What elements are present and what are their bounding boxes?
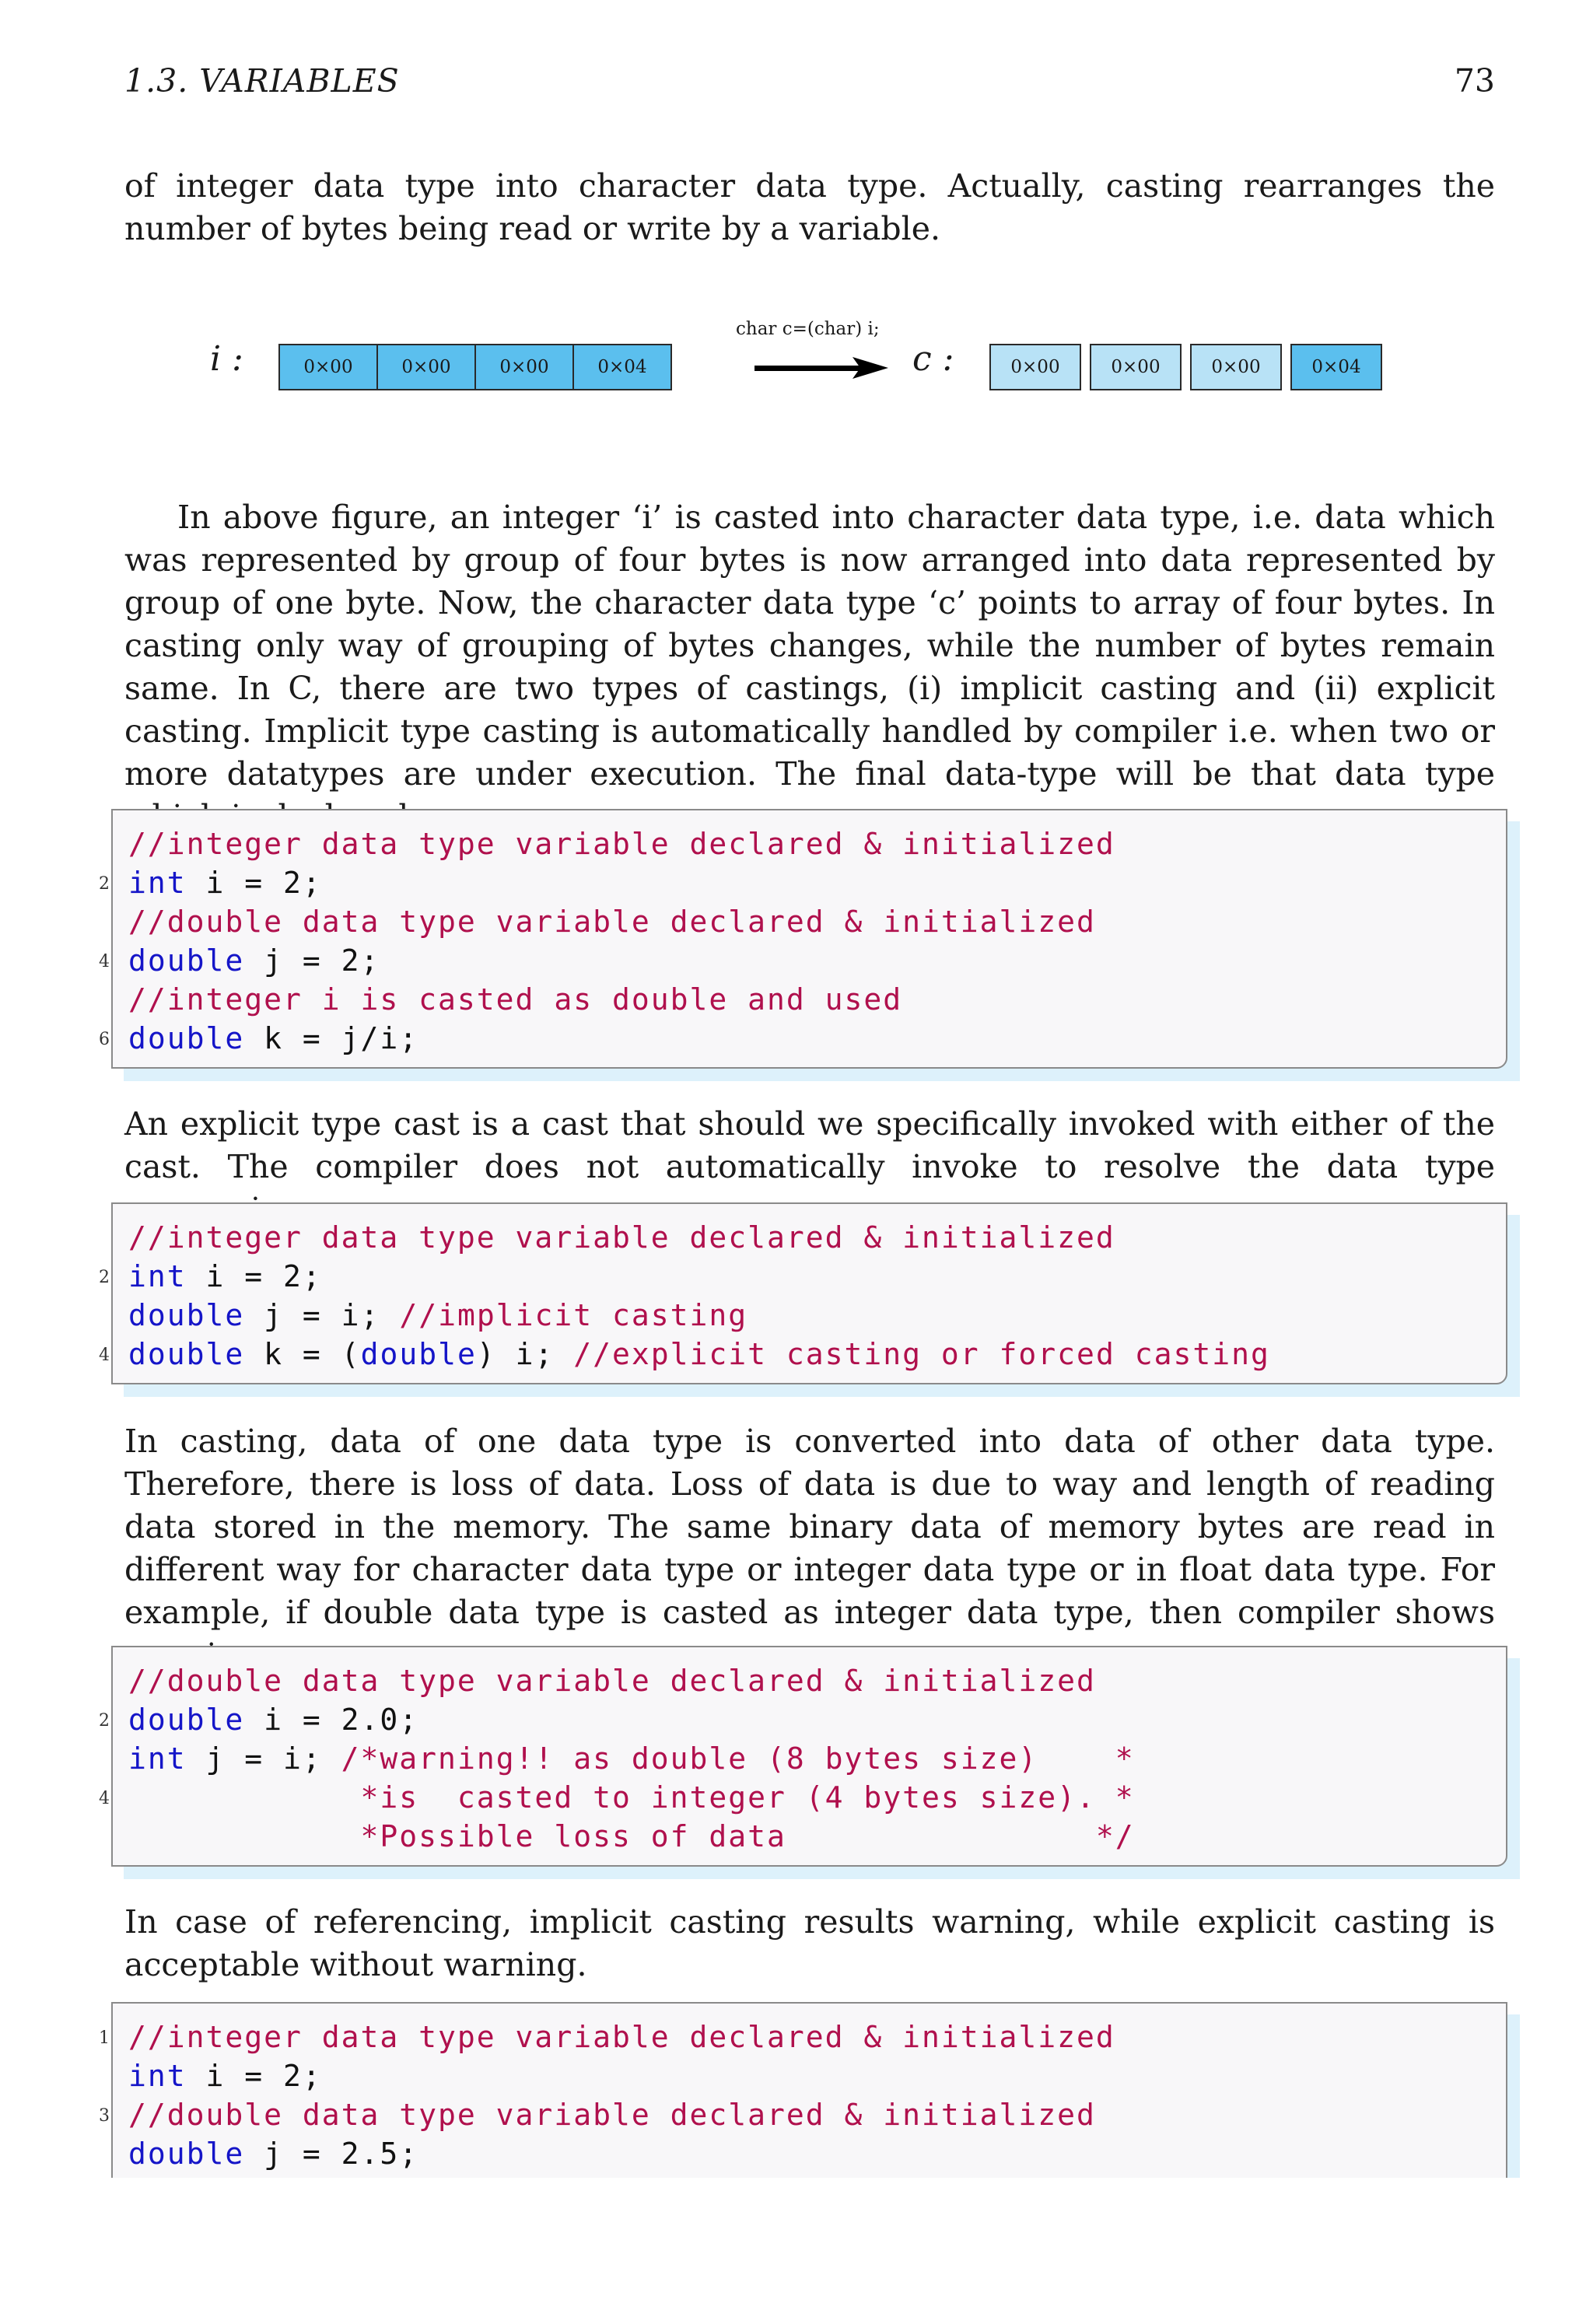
code-line xyxy=(99,1019,1115,1058)
code-keyword: int xyxy=(128,2059,187,2093)
paragraph-1: of integer data type into character data type. Actually, casting rearranges the number of bytes being read or write by a variable. xyxy=(124,167,1495,247)
page-number: 73 xyxy=(1454,62,1495,100)
i-byte-2: 0×00 xyxy=(376,344,476,390)
code-line xyxy=(99,1700,1135,1739)
code-comment: //double data type variable declared & initialized xyxy=(128,905,1096,939)
code-lines xyxy=(99,1218,1270,1374)
code-line xyxy=(99,941,1115,980)
code-line xyxy=(99,1778,1135,1817)
running-head: 1.3. VARIABLES xyxy=(124,62,400,100)
code-comment: //explicit casting or forced casting xyxy=(573,1337,1270,1371)
code-line xyxy=(99,863,1115,902)
code-keyword: double xyxy=(128,1021,245,1055)
c-byte-1: 0×00 xyxy=(989,344,1081,390)
code-text: j = i; xyxy=(186,1741,341,1776)
i-byte-3: 0×00 xyxy=(474,344,574,390)
code-text: i = 2; xyxy=(186,1259,322,1293)
code-keyword: double xyxy=(128,1337,245,1371)
code-text: j = 2.5; xyxy=(244,2137,419,2171)
code-line xyxy=(128,2056,1115,2095)
c-byte-2: 0×00 xyxy=(1090,344,1182,390)
line-number: 2 xyxy=(99,874,110,894)
c-byte-3: 0×00 xyxy=(1190,344,1282,390)
i-byte-row xyxy=(278,344,672,390)
code-comment: //double data type variable declared & initialized xyxy=(128,2098,1096,2132)
line-number: 4 xyxy=(99,1346,110,1365)
paragraph-4: In casting, data of one data type is converted into data of other data type. Therefore, there is loss of data. Loss of data is due to way and length of reading data stored in the memory. The same binary data of memory bytes are read in different way for character data type or integer data type or in float data type. For example, if double data type is casted as integer data type, then compiler shows xyxy=(124,1423,1495,1631)
code-text: i = 2; xyxy=(186,866,322,900)
code-comment: //implicit casting xyxy=(399,1298,748,1332)
line-number: 3 xyxy=(99,2106,110,2126)
code-comment: //integer i is casted as double and used xyxy=(128,982,903,1017)
code-comment: /*warning!! as double (8 bytes size) * xyxy=(341,1741,1135,1776)
code-keyword: int xyxy=(128,1259,187,1293)
code-keyword: double xyxy=(128,2137,245,2171)
code-comment: *Possible loss of data */ xyxy=(128,1819,1135,1853)
code-line xyxy=(128,902,1115,941)
code-comment: *is casted to integer (4 bytes size). * xyxy=(128,1780,1135,1815)
paragraph-5: In case of referencing, implicit casting results warning, while explicit casting is acceptable without warning. xyxy=(124,1903,1495,1983)
i-label: i : xyxy=(210,339,243,379)
code-line xyxy=(128,1739,1135,1778)
code-line xyxy=(128,1296,1270,1335)
code-block-1 xyxy=(99,809,1507,1069)
paragraph-2: In above figure, an integer ‘i’ is casted into character data type, i.e. data which was represented by group of four bytes is now arranged into data represented by group of one byte. Now, the character data type ‘c’ points to array of four bytes. In casting only way of grouping of bytes changes, while the number of bytes remain same. In C, there are two types of castings, (i) implicit casting and (ii) explicit casting. Implicit type casting is automatically handled by compiler i.e. when two or more datatypes are under execution. The final data-type will be that data type xyxy=(124,499,1495,793)
code-line xyxy=(128,824,1115,863)
page-header xyxy=(124,62,1495,109)
c-label: c : xyxy=(912,339,954,379)
code-block-4 xyxy=(99,2002,1507,2186)
line-number: 1 xyxy=(99,2028,110,2048)
casting-figure xyxy=(0,311,1593,404)
line-number: 4 xyxy=(99,952,110,971)
page-bottom-margin xyxy=(0,2178,1593,2324)
code-text: ) i; xyxy=(476,1337,574,1371)
code-lines xyxy=(99,1661,1135,1856)
c-byte-4: 0×04 xyxy=(1290,344,1382,390)
code-keyword: double xyxy=(128,1298,245,1332)
code-keyword: double xyxy=(128,943,245,978)
code-keyword: double xyxy=(360,1337,477,1371)
code-text: i = 2.0; xyxy=(244,1703,419,1737)
code-keyword: int xyxy=(128,1741,187,1776)
arrow-right-icon xyxy=(754,354,888,382)
c-byte-row xyxy=(989,344,1391,390)
code-line xyxy=(128,2134,1115,2173)
code-comment: //integer data type variable declared & initialized xyxy=(128,2020,1115,2054)
code-line xyxy=(128,1661,1135,1700)
code-text: j = 2; xyxy=(244,943,380,978)
cast-label: char c=(char) i; xyxy=(736,319,880,339)
line-number: 6 xyxy=(99,1030,110,1049)
code-lines xyxy=(99,824,1115,1058)
code-line xyxy=(99,2018,1115,2056)
code-line xyxy=(128,980,1115,1019)
paragraph-3: An explicit type cast is a cast that should we specifically invoked with either of the cast. The compiler does not automatically invoke to resolve the data type xyxy=(124,1105,1495,1185)
code-comment: //double data type variable declared & initialized xyxy=(128,1664,1096,1698)
code-text: i = 2; xyxy=(186,2059,322,2093)
code-block-3 xyxy=(99,1646,1507,1867)
line-number: 2 xyxy=(99,1268,110,1287)
line-number: 4 xyxy=(99,1789,110,1808)
code-line xyxy=(99,1257,1270,1296)
code-lines xyxy=(99,2018,1115,2173)
code-comment: //integer data type variable declared & initialized xyxy=(128,1220,1115,1255)
code-line xyxy=(128,1218,1270,1257)
code-text: k = j/i; xyxy=(244,1021,419,1055)
i-byte-4: 0×04 xyxy=(572,344,672,390)
code-comment: //integer data type variable declared & initialized xyxy=(128,827,1115,861)
code-text: k = ( xyxy=(244,1337,361,1371)
code-block-2 xyxy=(99,1202,1507,1384)
code-text: j = i; xyxy=(244,1298,400,1332)
code-line xyxy=(99,1335,1270,1374)
code-line xyxy=(99,2095,1115,2134)
line-number: 2 xyxy=(99,1711,110,1731)
code-keyword: double xyxy=(128,1703,245,1737)
code-line xyxy=(128,1817,1135,1856)
i-byte-1: 0×00 xyxy=(278,344,378,390)
code-keyword: int xyxy=(128,866,187,900)
